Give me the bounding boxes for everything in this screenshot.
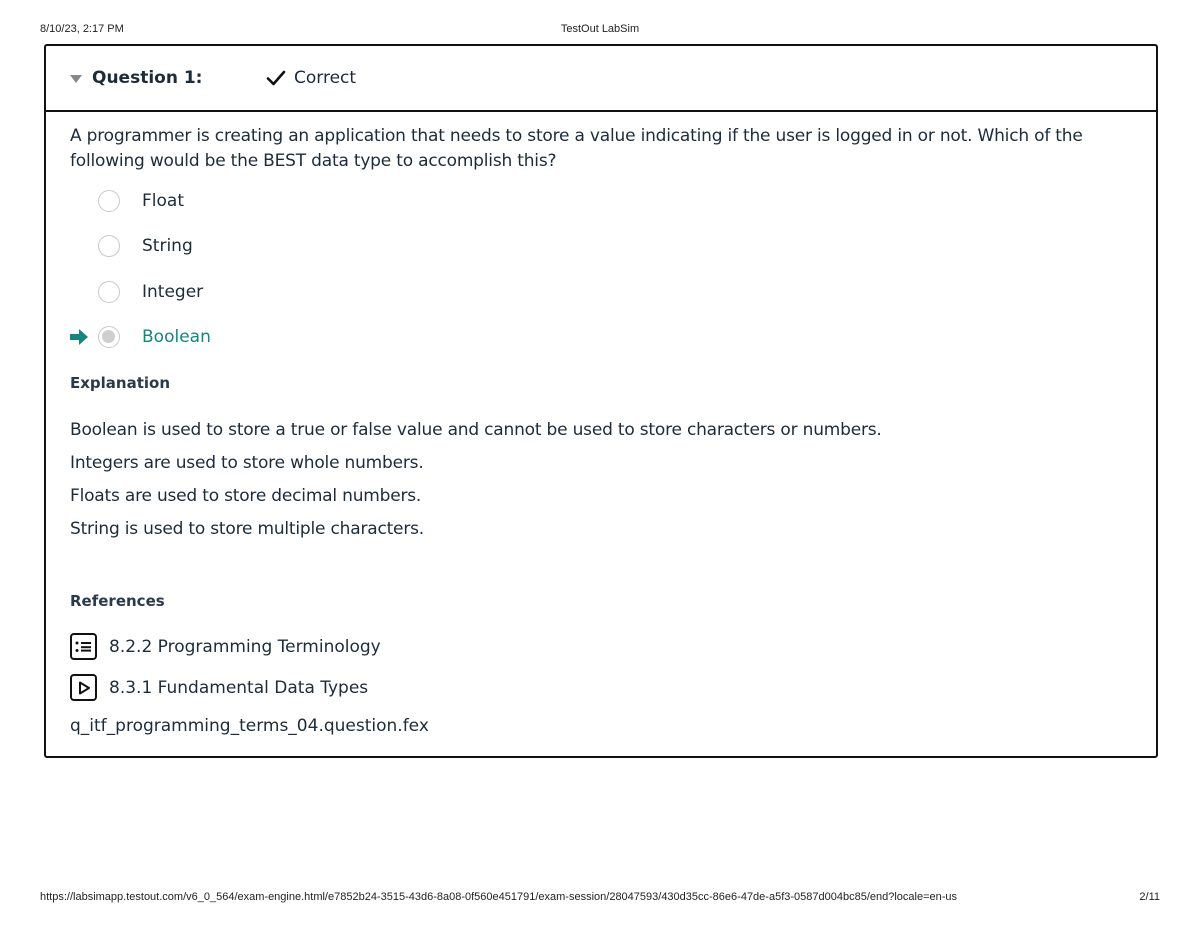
question-body: [46, 112, 1156, 736]
list-icon: [70, 633, 97, 660]
print-title: TestOut LabSim: [560, 23, 640, 35]
question-number: Question 1:: [92, 68, 203, 88]
radio-button[interactable]: [98, 190, 120, 212]
reference-label[interactable]: 8.3.1 Fundamental Data Types: [109, 677, 369, 698]
answer-option-string[interactable]: [70, 224, 1156, 270]
answer-option-label: Float: [142, 190, 184, 211]
radio-button-selected[interactable]: [98, 326, 120, 348]
explanation-heading: Explanation: [70, 374, 171, 392]
print-url: https://labsimapp.testout.com/v6_0_564/exam-engine.html/e7852b24-3515-43d6-8a08-0f560e451791/exam-session/28047593/430d35cc-86e6-47de-a5f3-0587d004bc85/end?locale=en-us: [40, 891, 958, 903]
answer-option-integer[interactable]: [70, 269, 1156, 315]
question-text: A programmer is creating an application that needs to store a value indicating if the user is logged in or not. Which of the following would be the BEST data type to accomplish this?: [70, 126, 1083, 171]
explanation-line: Integers are used to store whole numbers.: [70, 453, 424, 473]
radio-button[interactable]: [98, 281, 120, 303]
explanation-line: Floats are used to store decimal numbers.: [70, 486, 422, 506]
question-file-name: q_itf_programming_terms_04.question.fex: [70, 716, 429, 736]
print-header: [40, 23, 1160, 37]
references-heading: References: [70, 592, 165, 610]
checkmark-icon: [266, 68, 286, 88]
reference-link-fundamental-data-types[interactable]: [70, 667, 1156, 708]
answer-option-label: Integer: [142, 281, 204, 302]
video-play-icon: [70, 674, 97, 701]
explanation-line: String is used to store multiple characters.: [70, 519, 424, 539]
explanation-text: [70, 414, 1156, 546]
page-number: 2/11: [1139, 891, 1160, 903]
reference-label[interactable]: 8.2.2 Programming Terminology: [109, 636, 381, 657]
question-header[interactable]: [46, 46, 1156, 112]
explanation-line: Boolean is used to store a true or false value and cannot be used to store characters or numbers.: [70, 420, 882, 440]
question-card: [44, 44, 1158, 758]
correct-answer-arrow-icon: [70, 329, 88, 345]
reference-link-programming-terminology[interactable]: [70, 626, 1156, 667]
answer-option-label: String: [142, 236, 193, 257]
references-list: [70, 626, 1156, 708]
answer-option-label: Boolean: [142, 327, 211, 348]
print-footer: [40, 891, 1160, 905]
radio-button[interactable]: [98, 235, 120, 257]
answer-option-float[interactable]: [70, 178, 1156, 224]
answer-options: [70, 178, 1156, 360]
answer-option-boolean[interactable]: [70, 315, 1156, 361]
question-status: Correct: [294, 68, 357, 88]
collapse-caret-icon[interactable]: [70, 75, 82, 83]
print-date: 8/10/23, 2:17 PM: [40, 23, 124, 35]
